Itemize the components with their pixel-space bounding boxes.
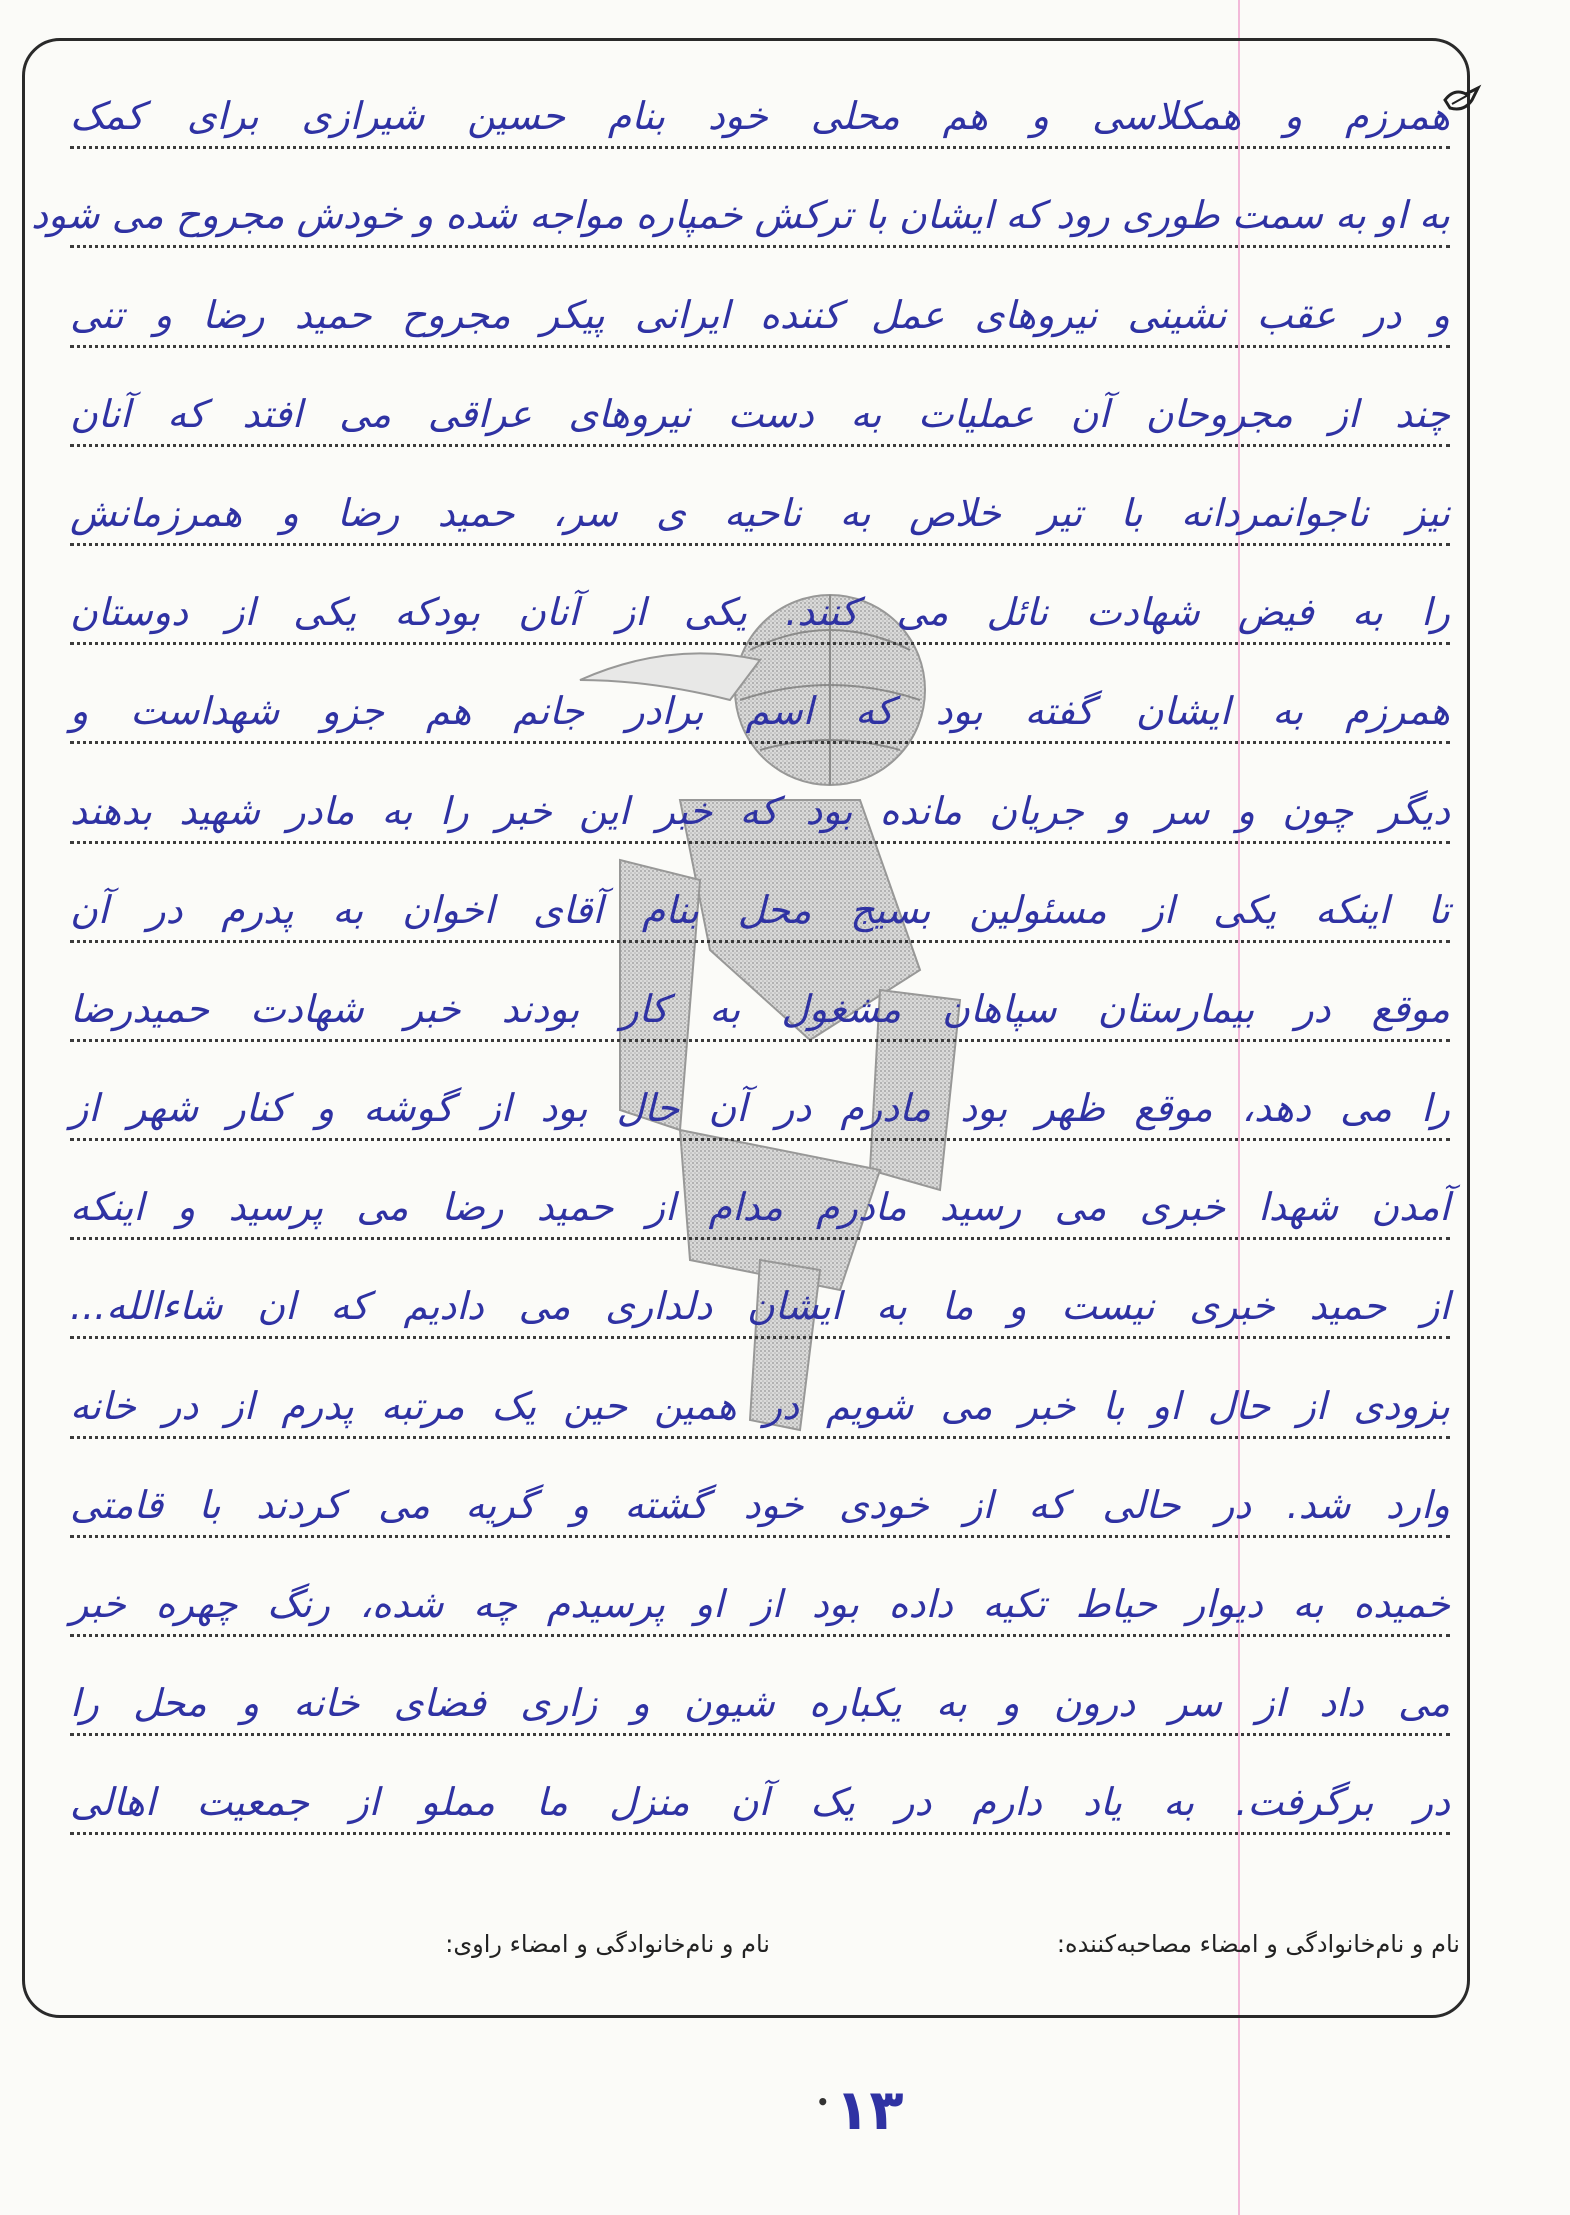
dotted-rule — [70, 345, 1450, 348]
ruled-line — [70, 1151, 1460, 1250]
handwritten-text: بزودی از حال او با خبر می شویم در همین حین یک مرتبه پدرم از در خانه — [70, 1383, 1450, 1428]
ruled-line — [70, 556, 1460, 655]
ruled-line — [70, 457, 1460, 556]
ruled-line — [70, 1449, 1460, 1548]
dotted-rule — [70, 444, 1450, 447]
handwritten-text: وارد شد. در حالی که از خودی خود گشته و گریه می کردند با قامتی — [70, 1482, 1450, 1527]
dotted-rule — [70, 1237, 1450, 1240]
interviewer-signature-label: نام و نام‌خانوادگی و امضاء مصاحبه‌کننده: — [1056, 1930, 1460, 1958]
handwritten-text: را به فیض شهادت نائل می کنند. یکی از آنان بودکه یکی از دوستان — [70, 590, 1450, 635]
handwritten-text: در برگرفت. به یاد دارم در یک آن منزل ما مملو از جمعیت اهالی — [70, 1780, 1450, 1825]
handwritten-text: همرزم به ایشان گفته بود که اسم برادر جانم هم جزو شهداست و — [70, 689, 1450, 734]
handwritten-text: و در عقب نشینی نیروهای عمل کننده ایرانی پیکر مجروح حمید رضا و تنی — [70, 292, 1450, 337]
dotted-rule — [70, 1832, 1450, 1835]
page-mark-icon: • — [816, 2090, 830, 2115]
dotted-rule — [70, 1336, 1450, 1339]
dotted-rule — [70, 940, 1450, 943]
dotted-rule — [70, 543, 1450, 546]
ruled-line — [70, 1548, 1460, 1647]
ruled-line — [70, 1647, 1460, 1746]
dotted-rule — [70, 841, 1450, 844]
dotted-rule — [70, 1436, 1450, 1439]
page-number — [810, 2078, 910, 2143]
ruled-line — [70, 953, 1460, 1052]
handwritten-text: خمیده به دیوار حیاط تکیه داده بود از او پرسیدم چه شده، رنگ چهره خبر — [70, 1582, 1450, 1626]
handwritten-text: آمدن شهدا خبری می رسید مادرم مدام از حمید رضا می پرسید و اینکه — [70, 1185, 1450, 1230]
dotted-rule — [70, 245, 1450, 248]
narrator-signature-label: نام و نام‌خانوادگی و امضاء راوی: — [445, 1930, 770, 1958]
ruled-line — [70, 854, 1460, 953]
dotted-rule — [70, 1634, 1450, 1637]
handwritten-text: از حمید خبری نیست و ما به ایشان دلداری می دادیم که ان شاءالله... — [70, 1284, 1450, 1329]
ruled-line — [70, 1250, 1460, 1349]
handwritten-text: تا اینکه یکی از مسئولین بسیج محل بنام آقای اخوان به پدرم در آن — [70, 887, 1450, 932]
ruled-line — [70, 1052, 1460, 1151]
ruled-line — [70, 60, 1460, 159]
signature-footer — [70, 1930, 1460, 1970]
handwritten-text: دیگر چون و سر و جریان مانده بود که خبر این خبر را به مادر شهید بدهند — [70, 788, 1450, 833]
dotted-rule — [70, 1138, 1450, 1141]
handwritten-text: را می دهد، موقع ظهر بود مادرم در آن حال بود از گوشه و کنار شهر از — [70, 1086, 1450, 1131]
handwritten-text: به او به سمت طوری رود که ایشان با ترکش خمپاره مواجه شده و خودش مجروح می شود — [31, 193, 1450, 238]
ruled-line — [70, 655, 1460, 754]
ruled-line — [70, 1349, 1460, 1448]
handwritten-text: می داد از سر درون و به یکباره شیون و زاری فضای خانه و محل را — [70, 1681, 1450, 1726]
dotted-rule — [70, 146, 1450, 149]
handwritten-text: همرزم و همکلاسی و هم محلی خود بنام حسین شیرازی برای کمک — [70, 94, 1450, 139]
dotted-rule — [70, 741, 1450, 744]
dotted-rule — [70, 1039, 1450, 1042]
dotted-rule — [70, 1733, 1450, 1736]
ruled-line — [70, 754, 1460, 853]
dotted-rule — [70, 642, 1450, 645]
handwritten-text: چند از مجروحان آن عملیات به دست نیروهای عراقی می افتد که آنان — [70, 391, 1450, 436]
ruled-line — [31, 159, 1460, 258]
dotted-rule — [70, 1535, 1450, 1538]
handwritten-text: موقع در بیمارستان سپاهان مشغول به کار بودند خبر شهادت حمیدرضا — [70, 986, 1450, 1031]
page-number-value: ۱۳ — [835, 2078, 904, 2143]
handwritten-lines — [31, 60, 1460, 1845]
ruled-line — [70, 358, 1460, 457]
ruled-line — [70, 258, 1460, 357]
handwritten-text: نیز ناجوانمردانه با تیر خلاص به ناحیه ی سر، حمید رضا و همرزمانش — [70, 490, 1450, 535]
ruled-line — [70, 1746, 1460, 1845]
